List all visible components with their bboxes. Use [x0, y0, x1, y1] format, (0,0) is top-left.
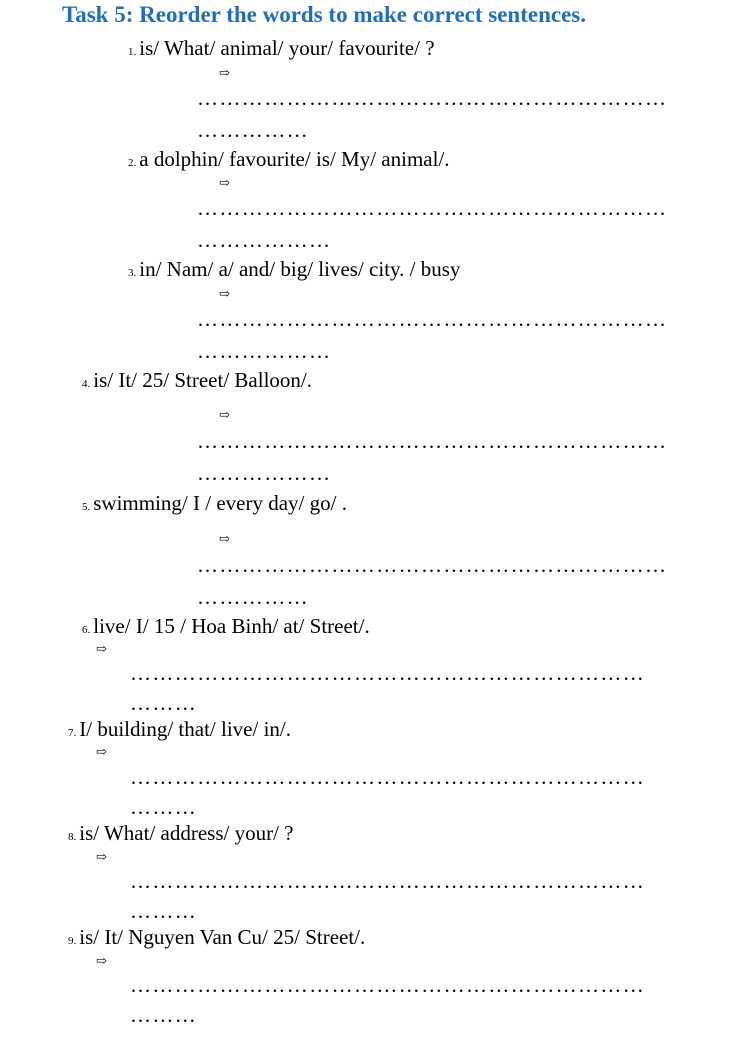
question-number: 9.	[68, 935, 77, 947]
answer-line-continued[interactable]: ……………	[197, 118, 309, 142]
question-8	[68, 821, 294, 846]
arrow-icon: ⇨	[219, 286, 230, 301]
question-number: 7.	[68, 727, 77, 739]
question-prompt: is/ It/ 25/ Street/ Balloon/.	[93, 368, 312, 392]
arrow-icon: ⇨	[96, 744, 107, 759]
question-number: 1.	[128, 46, 137, 58]
question-prompt: a dolphin/ favourite/ is/ My/ animal/.	[139, 147, 450, 171]
question-5	[82, 491, 347, 516]
question-number: 5.	[82, 501, 91, 513]
answer-line[interactable]: ……………………………………………………………	[130, 661, 646, 685]
question-number: 3.	[128, 267, 137, 279]
arrow-icon: ⇨	[219, 531, 230, 546]
answer-line[interactable]: ………………………………………………………	[197, 429, 668, 453]
question-3	[128, 257, 460, 282]
task-title: Task 5: Reorder the words to make correct sentences.	[62, 2, 587, 27]
answer-line-continued[interactable]: ………	[130, 899, 198, 923]
question-prompt: is/ What/ animal/ your/ favourite/ ?	[139, 36, 435, 60]
question-prompt: is/ It/ Nguyen Van Cu/ 25/ Street/.	[79, 925, 366, 949]
question-4	[82, 368, 312, 393]
answer-line[interactable]: ……………………………………………………………	[130, 869, 646, 893]
question-prompt: is/ What/ address/ your/ ?	[79, 821, 294, 845]
answer-line-continued[interactable]: ………	[130, 691, 198, 715]
arrow-icon: ⇨	[96, 641, 107, 656]
answer-line-continued[interactable]: ………………	[197, 228, 332, 252]
question-number: 8.	[68, 831, 77, 843]
question-7	[68, 717, 291, 742]
question-number: 2.	[128, 157, 137, 169]
answer-line-continued[interactable]: ………………	[197, 461, 332, 485]
answer-line[interactable]: ……………………………………………………………	[130, 765, 646, 789]
arrow-icon: ⇨	[219, 65, 230, 80]
answer-line-continued[interactable]: ………………	[197, 339, 332, 363]
question-number: 4.	[82, 378, 91, 390]
question-number: 6.	[82, 624, 91, 636]
question-prompt: I/ building/ that/ live/ in/.	[79, 717, 291, 741]
question-6	[82, 614, 370, 639]
question-2	[128, 147, 450, 172]
answer-line[interactable]: ………………………………………………………	[197, 86, 668, 110]
answer-line[interactable]: ………………………………………………………	[197, 307, 668, 331]
question-prompt: in/ Nam/ a/ and/ big/ lives/ city. / busy	[139, 257, 461, 281]
arrow-icon: ⇨	[96, 953, 107, 968]
arrow-icon: ⇨	[219, 407, 230, 422]
answer-line-continued[interactable]: ……………	[197, 585, 309, 609]
answer-line[interactable]: ……………………………………………………………	[130, 973, 646, 997]
arrow-icon: ⇨	[219, 175, 230, 190]
arrow-icon: ⇨	[96, 849, 107, 864]
answer-line[interactable]: ………………………………………………………	[197, 553, 668, 577]
answer-line[interactable]: ………………………………………………………	[197, 196, 668, 220]
answer-line-continued[interactable]: ………	[130, 795, 198, 819]
question-9	[68, 925, 365, 950]
question-1	[128, 36, 435, 61]
question-prompt: swimming/ I / every day/ go/ .	[93, 491, 347, 515]
question-prompt: live/ I/ 15 / Hoa Binh/ at/ Street/.	[93, 614, 370, 638]
answer-line-continued[interactable]: ………	[130, 1003, 198, 1027]
